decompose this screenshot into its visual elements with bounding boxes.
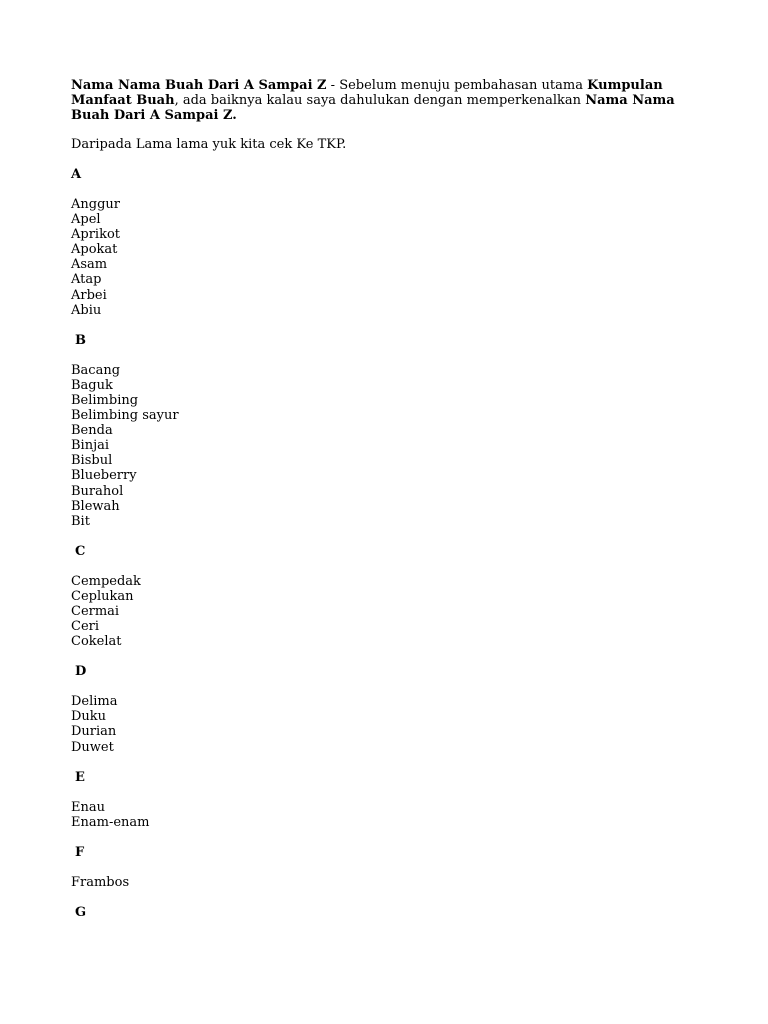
fruit-item: Blueberry (71, 468, 137, 484)
fruit-item: Delima (71, 694, 118, 710)
fruit-item: Benda (71, 423, 113, 439)
fruit-item: Enam-enam (71, 814, 150, 830)
fruit-item: Frambos (71, 874, 130, 890)
fruit-item: Burahol (71, 483, 124, 499)
section-heading: D (75, 664, 87, 680)
fruit-item: Arbei (71, 287, 107, 303)
fruit-item: Belimbing (71, 392, 139, 408)
section-a (71, 167, 681, 318)
fruit-item: Duku (71, 709, 107, 725)
section-d (71, 664, 681, 754)
section-f (71, 845, 681, 890)
section-heading: B (75, 332, 86, 348)
fruit-item: Ceplukan (71, 588, 134, 604)
fruit-item: Enau (71, 799, 105, 815)
fruit-item: Blewah (71, 498, 120, 514)
fruit-list (71, 197, 681, 318)
fruit-item: Bisbul (71, 453, 113, 469)
document-page (71, 78, 681, 920)
fruit-item: Asam (71, 257, 108, 273)
intro-title: Nama Nama Buah Dari A Sampai Z (71, 78, 327, 93)
section-g (71, 905, 681, 920)
fruit-item: Cempedak (71, 573, 141, 589)
intro-text-1: - Sebelum menuju pembahasan utama (326, 78, 588, 93)
fruit-list (71, 800, 681, 830)
fruit-item: Apel (71, 212, 101, 228)
section-heading: E (75, 769, 85, 785)
fruit-item: Bit (71, 513, 90, 529)
section-e (71, 770, 681, 830)
fruit-item: Baguk (71, 377, 113, 393)
fruit-item: Cermai (71, 603, 120, 619)
fruit-item: Durian (71, 724, 117, 740)
section-b (71, 333, 681, 529)
fruit-list (71, 875, 681, 890)
fruit-item: Atap (71, 272, 102, 288)
fruit-item: Anggur (71, 197, 120, 212)
section-heading: C (75, 543, 86, 559)
section-heading: F (75, 844, 85, 860)
fruit-item: Cokelat (71, 634, 122, 650)
fruit-item: Ceri (71, 619, 100, 635)
fruit-item: Aprikot (71, 227, 121, 243)
fruit-list (71, 574, 681, 649)
fruit-list (71, 363, 681, 529)
section-heading: A (71, 167, 82, 182)
fruit-item: Duwet (71, 739, 114, 755)
fruit-sections (71, 167, 681, 920)
fruit-item: Belimbing sayur (71, 408, 179, 424)
section-c (71, 544, 681, 649)
intro-bold-2: Kumpulan Manfaat Buah (71, 78, 663, 108)
subline-text: Daripada Lama lama yuk kita cek Ke TKP. (71, 137, 347, 152)
intro-bold-3: Nama Nama Buah Dari A Sampai Z. (71, 93, 675, 123)
fruit-list (71, 694, 681, 754)
intro-text-2: , ada baiknya kalau saya dahulukan dengan memperkenalkan (174, 93, 586, 108)
fruit-item: Abiu (71, 302, 102, 318)
fruit-item: Apokat (71, 242, 118, 258)
intro-paragraph (71, 78, 681, 123)
fruit-item: Bacang (71, 362, 121, 378)
fruit-item: Binjai (71, 438, 110, 454)
section-heading: G (75, 904, 87, 920)
